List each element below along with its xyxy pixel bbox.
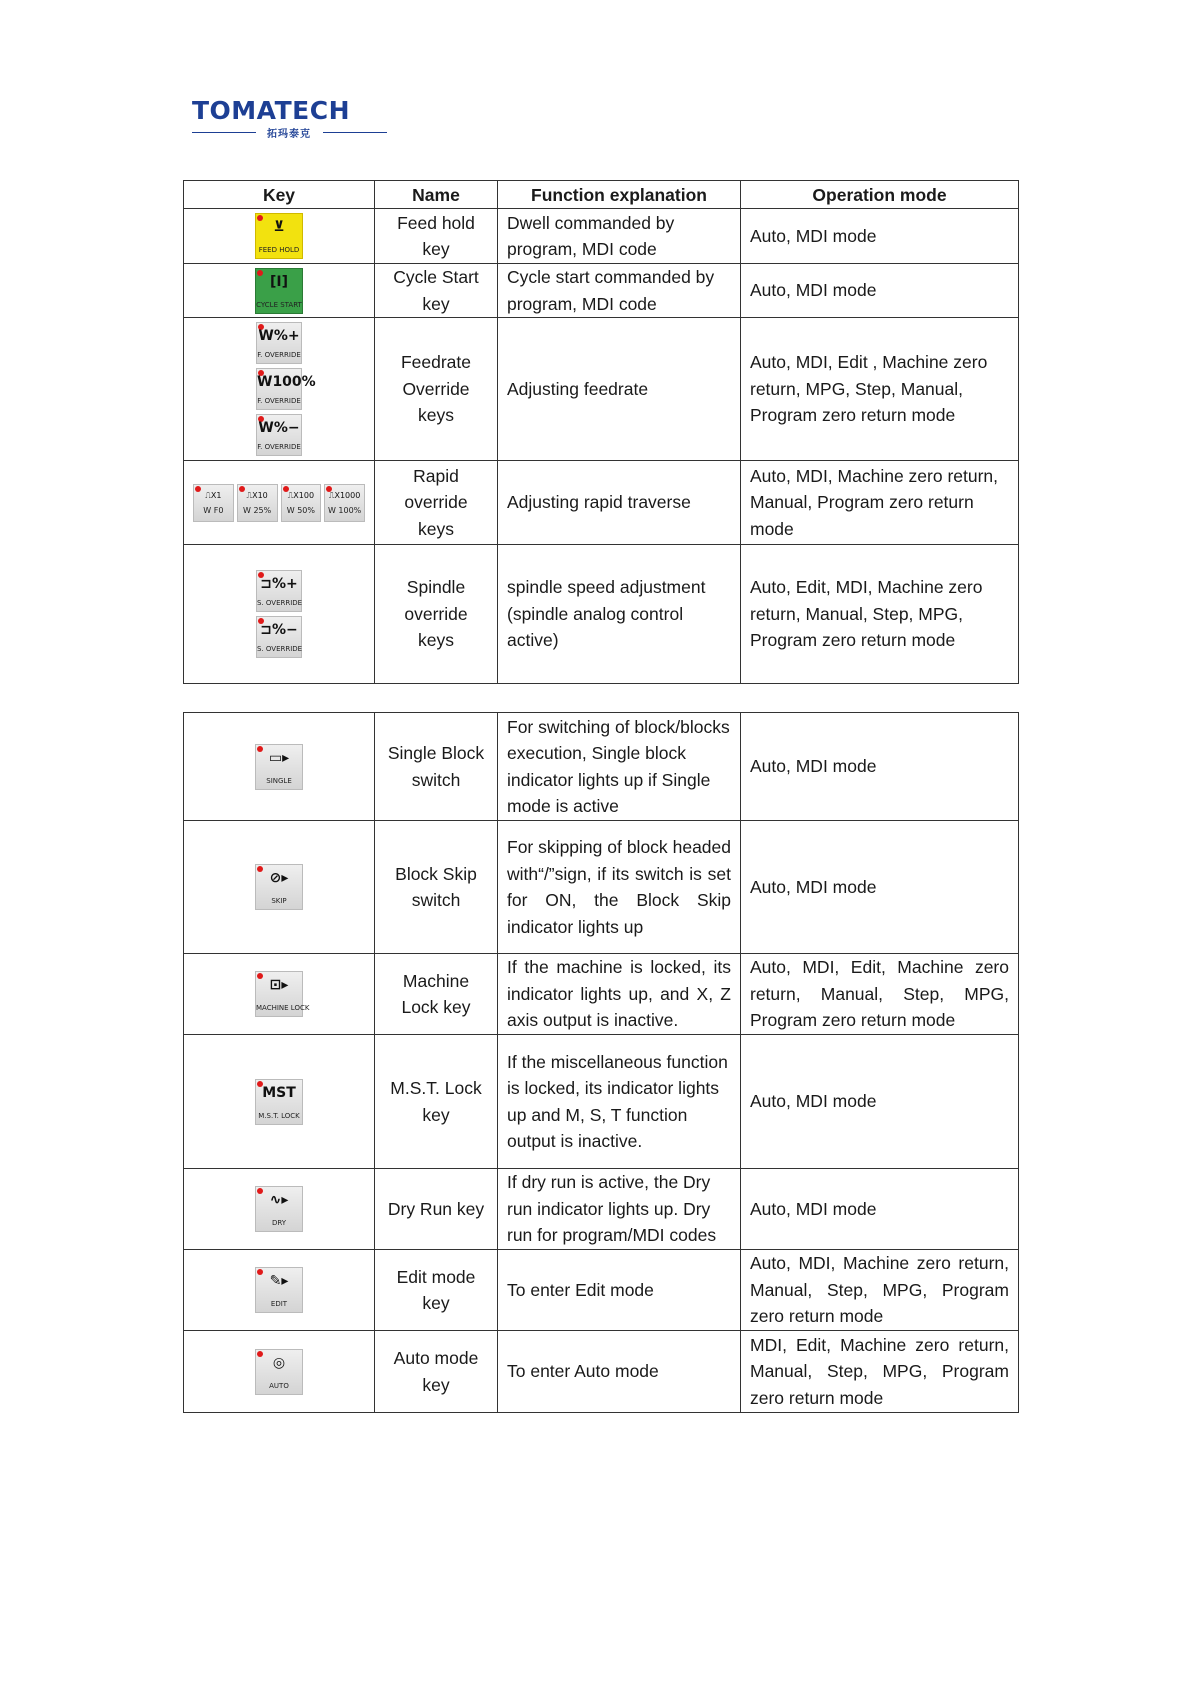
- key-cell: [184, 954, 375, 1035]
- table-row: [184, 461, 1019, 545]
- function-explanation: To enter Edit mode: [498, 1250, 741, 1331]
- feed-override-plus-button: [256, 322, 302, 364]
- block-skip-button: [255, 864, 303, 910]
- key-function-table-2: [183, 712, 1019, 1413]
- key-name: Machine Lock key: [375, 954, 498, 1035]
- key-name: Block Skip switch: [375, 821, 498, 954]
- rapid-25-icon: ⎍X10: [246, 490, 268, 500]
- auto-mode-icon: ◎: [272, 1354, 286, 1371]
- key-name: Cycle Start key: [375, 264, 498, 318]
- machine-lock-icon: ⊡▸: [269, 977, 289, 993]
- function-explanation: For skipping of block headed with“/”sign, if its switch is set for ON, the Block Skip indicator lights up: [498, 821, 741, 954]
- spindle-override-minus-icon: ⊐%−: [260, 622, 298, 638]
- function-explanation: If the machine is locked, its indicator lights up, and X, Z axis output is inactive.: [498, 954, 741, 1035]
- operation-mode: Auto, MDI, Machine zero return, Manual, Program zero return mode: [741, 461, 1019, 545]
- table-row: [184, 954, 1019, 1035]
- rapid-100-button: [324, 484, 365, 522]
- key-caption: F. OVERRIDE: [257, 397, 301, 405]
- table-row: [184, 1331, 1019, 1413]
- key-cell: [184, 461, 375, 545]
- rapid-f0-button: [193, 484, 234, 522]
- key-name: Spindle override keys: [375, 545, 498, 684]
- cycle-start-icon: [I]: [269, 273, 288, 290]
- column-header-key: Key: [184, 181, 375, 209]
- machine-lock-button: [255, 971, 310, 1017]
- logo-text: TOMATECH: [192, 96, 350, 125]
- function-explanation: Adjusting rapid traverse: [498, 461, 741, 545]
- table-row: [184, 821, 1019, 954]
- edit-mode-icon: ✎▸: [269, 1273, 289, 1289]
- mst-lock-button: [255, 1079, 303, 1125]
- key-name: Rapid override keys: [375, 461, 498, 545]
- single-block-button: [255, 744, 303, 790]
- operation-mode: Auto, Edit, MDI, Machine zero return, Manual, Step, MPG, Program zero return mode: [741, 545, 1019, 684]
- rapid-50-button: [281, 484, 322, 522]
- dry-run-button: [255, 1186, 303, 1232]
- key-cell: [184, 318, 375, 461]
- table-row: [184, 318, 1019, 461]
- key-caption: W F0: [203, 505, 224, 515]
- feed-override-minus-icon: W%−: [258, 420, 300, 436]
- table-row: [184, 1035, 1019, 1169]
- key-cell: [184, 1035, 375, 1169]
- key-caption: M.S.T. LOCK: [258, 1111, 300, 1120]
- rapid-25-button: [237, 484, 278, 522]
- function-explanation: To enter Auto mode: [498, 1331, 741, 1413]
- mst-lock-icon: MST: [262, 1084, 296, 1101]
- key-cell: [184, 1250, 375, 1331]
- operation-mode: Auto, MDI mode: [741, 209, 1019, 264]
- function-explanation: spindle speed adjustment (spindle analog control active): [498, 545, 741, 684]
- key-caption: S. OVERRIDE: [257, 599, 303, 607]
- key-name: M.S.T. Lock key: [375, 1035, 498, 1169]
- operation-mode: Auto, MDI mode: [741, 264, 1019, 318]
- key-name: Auto mode key: [375, 1331, 498, 1413]
- key-caption: SKIP: [271, 897, 287, 905]
- operation-mode: Auto, MDI, Machine zero return, Manual, Step, MPG, Program zero return mode: [741, 1250, 1019, 1331]
- key-caption: CYCLE START: [256, 300, 302, 309]
- key-cell: [184, 209, 375, 264]
- spindle-override-plus-icon: ⊐%+: [260, 576, 298, 592]
- key-caption: S. OVERRIDE: [257, 645, 303, 653]
- key-caption: DRY: [271, 1219, 287, 1227]
- feed-override-100-icon: W100%: [257, 374, 316, 390]
- function-explanation: Cycle start commanded by program, MDI code: [498, 264, 741, 318]
- column-header-mode: Operation mode: [741, 181, 1019, 209]
- operation-mode: Auto, MDI, Edit , Machine zero return, MPG, Step, Manual, Program zero return mode: [741, 318, 1019, 461]
- rapid-100-icon: ⎍X1000: [328, 490, 361, 500]
- dry-run-icon: ∿▸: [269, 1192, 289, 1208]
- block-skip-icon: ⊘▸: [269, 870, 289, 886]
- key-caption: EDIT: [270, 1300, 288, 1308]
- function-explanation: Adjusting feedrate: [498, 318, 741, 461]
- key-caption: F. OVERRIDE: [257, 443, 301, 451]
- table-row: [184, 1250, 1019, 1331]
- key-cell: [184, 1169, 375, 1250]
- feed-hold-button: [255, 213, 303, 259]
- logo-subtitle-text: 拓玛泰克: [267, 129, 311, 140]
- logo-subtitle: [192, 126, 387, 138]
- key-cell: [184, 264, 375, 318]
- key-caption: W 50%: [286, 505, 315, 515]
- key-cell: [184, 713, 375, 821]
- key-caption: SINGLE: [266, 776, 292, 785]
- key-name: Feed hold key: [375, 209, 498, 264]
- key-cell: [184, 821, 375, 954]
- feed-override-minus-button: [256, 414, 302, 456]
- function-explanation: If the miscellaneous function is locked, its indicator lights up and M, S, T function output is inactive.: [498, 1035, 741, 1169]
- key-name: Dry Run key: [375, 1169, 498, 1250]
- function-explanation: For switching of block/blocks execution, Single block indicator lights up if Single mode is active: [498, 713, 741, 821]
- feed-override-100-button: [256, 368, 316, 410]
- key-caption: FEED HOLD: [258, 246, 300, 254]
- spindle-override-minus-button: [256, 616, 302, 658]
- operation-mode: Auto, MDI mode: [741, 1169, 1019, 1250]
- table-row: [184, 1169, 1019, 1250]
- key-caption: MACHINE LOCK: [256, 1004, 310, 1012]
- key-name: Edit mode key: [375, 1250, 498, 1331]
- table-row: [184, 264, 1019, 318]
- function-explanation: Dwell commanded by program, MDI code: [498, 209, 741, 264]
- key-cell: [184, 545, 375, 684]
- table-row: [184, 209, 1019, 264]
- column-header-name: Name: [375, 181, 498, 209]
- company-logo: [192, 98, 387, 140]
- cycle-start-button: [255, 268, 303, 314]
- key-cell: [184, 1331, 375, 1413]
- operation-mode: MDI, Edit, Machine zero return, Manual, Step, MPG, Program zero return mode: [741, 1331, 1019, 1413]
- function-explanation: If dry run is active, the Dry run indicator lights up. Dry run for program/MDI codes: [498, 1169, 741, 1250]
- rapid-50-icon: ⎍X100: [287, 490, 315, 500]
- key-caption: W 25%: [243, 505, 272, 515]
- key-caption: AUTO: [269, 1381, 289, 1390]
- column-header-function: Function explanation: [498, 181, 741, 209]
- operation-mode: Auto, MDI mode: [741, 1035, 1019, 1169]
- operation-mode: Auto, MDI, Edit, Machine zero return, Manual, Step, MPG, Program zero return mode: [741, 954, 1019, 1035]
- auto-mode-button: [255, 1349, 303, 1395]
- rapid-f0-icon: ⎍X1: [205, 490, 222, 500]
- single-block-icon: ▭▸: [268, 749, 290, 766]
- table-row: [184, 545, 1019, 684]
- key-name: Single Block switch: [375, 713, 498, 821]
- key-function-table-1: [183, 180, 1019, 684]
- operation-mode: Auto, MDI mode: [741, 713, 1019, 821]
- key-caption: W 100%: [327, 505, 362, 515]
- key-caption: F. OVERRIDE: [257, 351, 301, 359]
- table-row: [184, 713, 1019, 821]
- key-name: Feedrate Override keys: [375, 318, 498, 461]
- feed-hold-icon: ⊻: [273, 219, 285, 235]
- table-header-row: [184, 181, 1019, 209]
- spindle-override-plus-button: [256, 570, 302, 612]
- edit-mode-button: [255, 1267, 303, 1313]
- feed-override-plus-icon: W%+: [258, 328, 300, 344]
- operation-mode: Auto, MDI mode: [741, 821, 1019, 954]
